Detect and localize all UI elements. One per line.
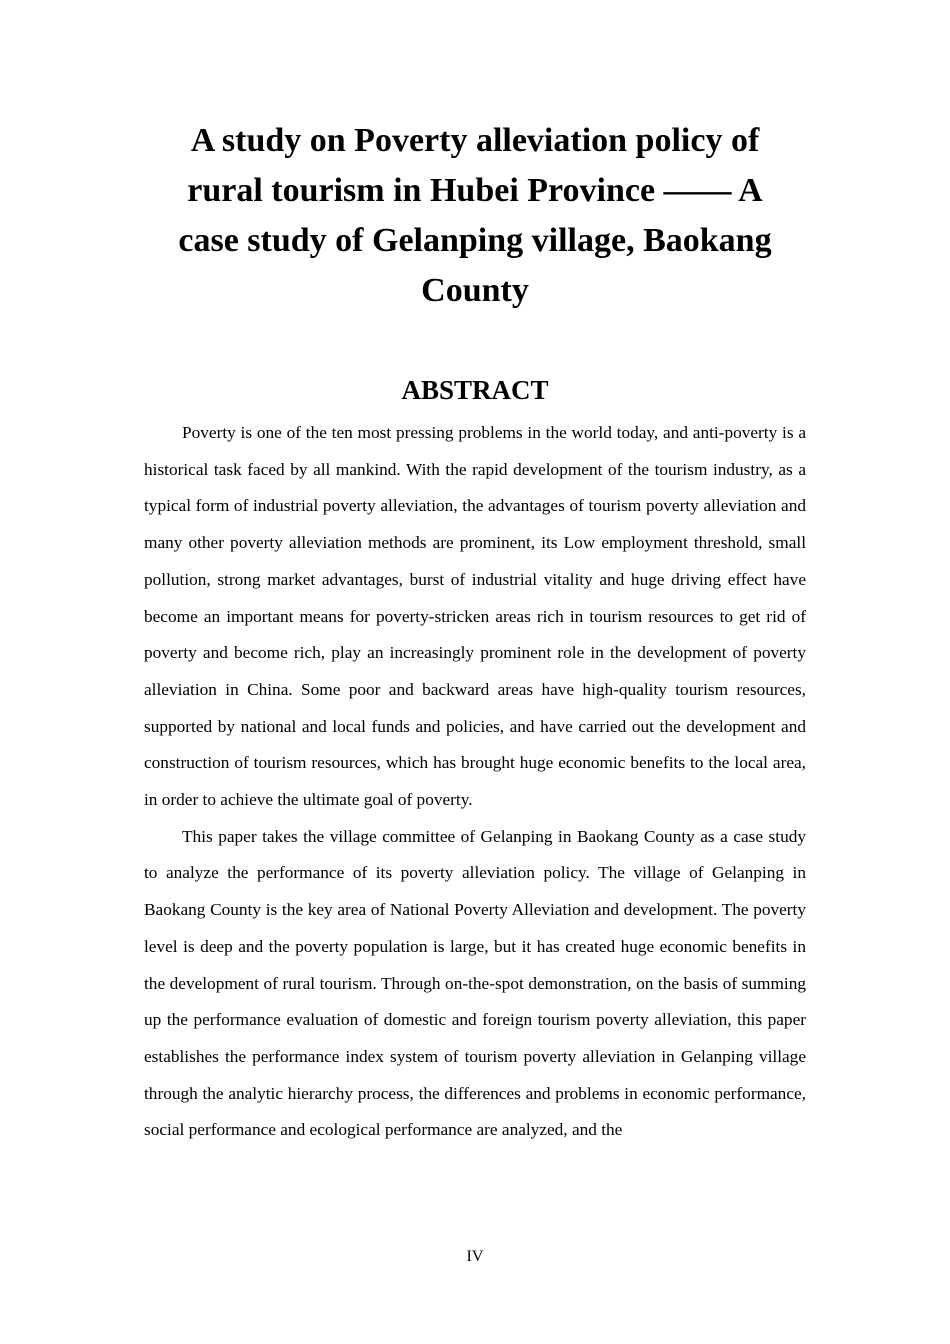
paper-title: A study on Poverty alleviation policy of rural tourism in Hubei Province —— A case study of Gelanping village, Baokang County <box>178 122 772 309</box>
abstract-paragraph: Poverty is one of the ten most pressing problems in the world today, and anti-poverty is a historical task faced by all mankind. With the rapid development of the tourism industry, as a typical form of industrial poverty alleviation, the advantages of tourism poverty alleviation and many other poverty alleviation methods are prominent, its Low employment threshold, small pollution, strong market advantages, burst of industrial vitality and huge driving effect have become an important means for poverty-stricken areas rich in tourism resources to get rid of poverty and become rich, play an increasingly prominent role in the development of poverty alleviation in China. Some poor and backward areas have high-quality tourism resources, supported by national and local funds and policies, and have carried out the development and construction of tourism resources, which has brought huge economic benefits to the local area, in order to achieve the ultimate goal of poverty. <box>144 423 806 810</box>
abstract-heading: ABSTRACT <box>401 375 549 405</box>
abstract-body <box>144 415 806 1149</box>
abstract-paragraph: This paper takes the village committee of Gelanping in Baokang County as a case study to analyze the performance of its poverty alleviation policy. The village of Gelanping in Baokang County is the key area of National Poverty Alleviation and development. The poverty level is deep and the poverty population is large, but it has created huge economic benefits in the development of rural tourism. Through on-the-spot demonstration, on the basis of summing up the performance evaluation of domestic and foreign tourism poverty alleviation, this paper establishes the performance index system of tourism poverty alleviation in Gelanping village through the analytic hierarchy process, the differences and problems in economic performance, social performance and ecological performance are analyzed, and the <box>144 826 806 1140</box>
page-number: IV <box>466 1248 484 1265</box>
